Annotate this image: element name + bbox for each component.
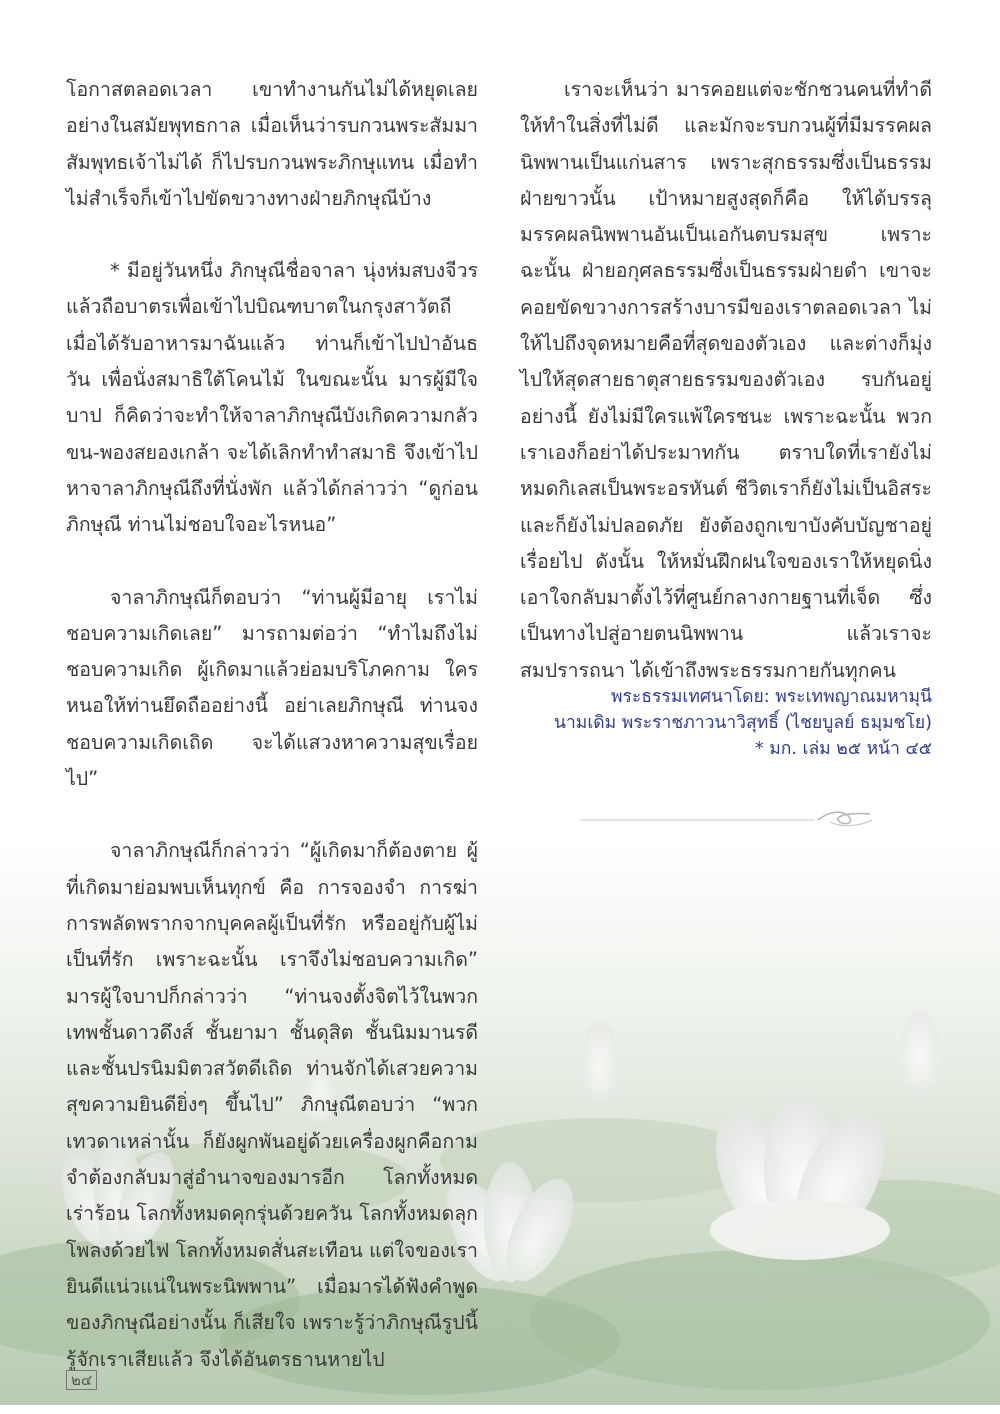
credit-line: นามเดิม พระราชภาวนาวิสุทธิ์ (ไชยบูลย์ ธมฺมชโย) [554, 713, 932, 733]
paragraph: จาลาภิกษุณีก็กล่าวว่า “ผู้เกิดมาก็ต้องตาย ผู้ที่เกิดมาย่อมพบเห็นทุกข์ คือ การจองจำ การฆ่า การพลัดพรากจากบุคคลผู้เป็นที่รัก หรืออยู่กับผู้ไม่เป็นที่รัก เพราะฉะนั้น เราจึงไม่ชอบความเกิด” มารผู้ใจบาปก็กล่าวว่า “ท่านจงตั้งจิตไว้ในพวกเทพชั้นดาวดึงส์ ชั้นยามา ชั้นดุสิต ชั้นนิมมานรดี และชั้นปรนิมมิตวสวัตดีเถิด ท่านจักได้เสวยความสุขความยินดียิ่งๆ ขึ้นไป” ภิกษุณีตอบว่า “พวกเทวดาเหล่านั้น ก็ยังผูกพันอยู่ด้วยเครื่องผูกคือกาม จำต้องกลับมาสู่อำนาจของมารอีก โลกทั้งหมดเร่าร้อน โลกทั้งหมดคุกรุ่นด้วยควัน โลกทั้งหมดลุกโพลงด้วยไฟ โลกทั้งหมดสั่นสะเทือน แต่ใจของเรายินดีแน่วแน่ในพระนิพพาน” เมื่อมารได้ฟังคำพูดของภิกษุณีอย่างนั้น ก็เสียใจ เพราะรู้ว่าภิกษุณีรูปนี้รู้จักเราเสียแล้ว จึงได้อันตรธานหายไป [66, 839, 478, 1371]
paragraph: * มีอยู่วันหนึ่ง ภิกษุณีชื่อจาลา นุ่งห่มสบงจีวร แล้วถือบาตรเพื่อเข้าไปบิณฑบาตในกรุงสาวัตถี เมื่อได้รับอาหารมาฉันแล้ว ท่านก็เข้าไปป่าอันธวัน เพื่อนั่งสมาธิใต้โคนไม้ ในขณะนั้น มารผู้มีใจบาป ก็คิดว่าจะทำให้จาลาภิกษุณีบังเกิดความกลัวขน-พองสยองเกล้า จะได้เลิกทำทำสมาธิ จึงเข้าไปหาจาลาภิกษุณีถึงที่นั่งพัก แล้วได้กล่าวว่า “ดูก่อนภิกษุณี ท่านไม่ชอบใจอะไรหนอ” [66, 259, 478, 537]
right-text-column [520, 72, 932, 725]
paragraph: จาลาภิกษุณีก็ตอบว่า “ท่านผู้มีอายุ เราไม่ชอบความเกิดเลย” มารถามต่อว่า “ทำไมถึงไม่ชอบความเกิด ผู้เกิดมาแล้วย่อมบริโภคกาม ใครหนอให้ท่านยึดถืออย่างนี้ อย่าเลยภิกษุณี ท่านจงชอบความเกิดเถิด จะได้แสวงหาความสุขเรื่อยไป” [66, 585, 478, 791]
ornament-divider [580, 802, 880, 832]
page-number: ๒๔ [66, 1370, 97, 1390]
credit-reference: * มก. เล่ม ๒๕ หน้า ๔๕ [754, 739, 932, 759]
sermon-credit [520, 684, 932, 762]
credit-line: พระธรรมเทศนาโดย: พระเทพญาณมหามุนี [611, 687, 932, 707]
paragraph: เราจะเห็นว่า มารคอยแต่จะชักชวนคนที่ทำดีให้ทำในสิ่งที่ไม่ดี และมักจะรบกวนผู้ที่มีมรรคผลนิพพานเป็นแก่นสาร เพราะสุกธรรมซึ่งเป็นธรรมฝ่ายขาวนั้น เป้าหมายสูงสุดก็คือ ให้ได้บรรลุมรรคผลนิพพานอันเป็นเอกันตบรมสุข เพราะฉะนั้น ฝ่ายอกุศลธรรมซึ่งเป็นธรรมฝ่ายดำ เขาจะคอยขัดขวางการสร้างบารมีของเราตลอดเวลา ไม่ให้ไปถึงจุดหมายคือที่สุดของตัวเอง และต่างก็มุ่งไปให้สุดสายธาตุสายธรรมของตัวเอง รบกันอยู่อย่างนี้ ยังไม่มีใครแพ้ใครชนะ เพราะฉะนั้น พวกเราเองก็อย่าได้ประมาทกัน ตราบใดที่เรายังไม่หมดกิเลสเป็นพระอรหันต์ ชีวิตเราก็ยังไม่เป็นอิสระและก็ยังไม่ปลอดภัย ยังต้องถูกเขาบังคับบัญชาอยู่เรื่อยไป ดังนั้น ให้หมั่นฝึกฝนใจของเราให้หยุดนิ่งเอาใจกลับมาตั้งไว้ที่ศูนย์กลางกายฐานที่เจ็ด ซึ่งเป็นทางไปสู่อายตนนิพพาน แล้วเราจะสมปรารถนา ได้เข้าถึงพระธรรมกายกันทุกคน [520, 78, 932, 682]
left-text-column [66, 72, 478, 1414]
paragraph: โอกาสตลอดเวลา เขาทำงานกันไม่ได้หยุดเลย อย่างในสมัยพุทธกาล เมื่อเห็นว่ารบกวนพระสัมมาสัมพุทธเจ้าไม่ได้ ก็ไปรบกวนพระภิกษุแทน เมื่อทำไม่สำเร็จก็เข้าไปขัดขวางทางฝ่ายภิกษุณีบ้าง [66, 78, 478, 210]
